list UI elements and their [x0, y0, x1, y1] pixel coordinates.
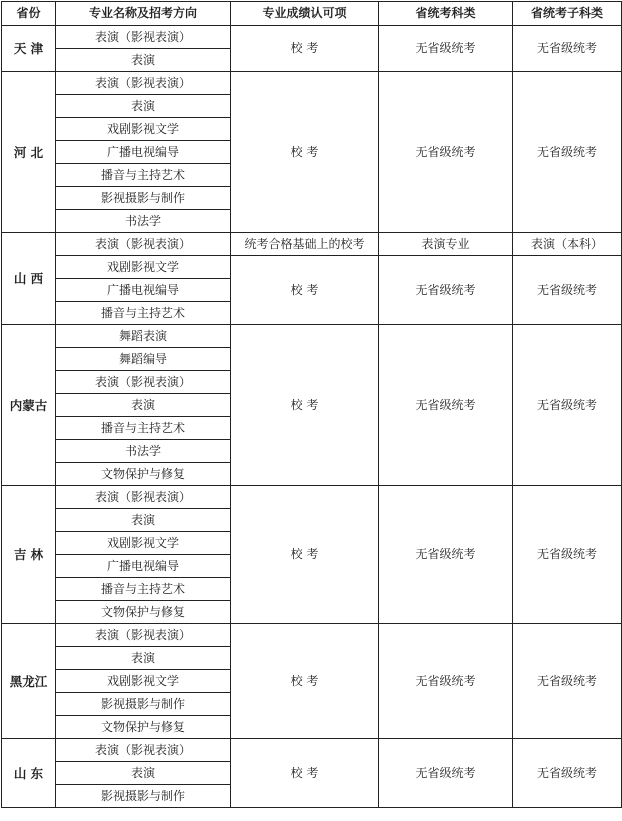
category-cell: 表演专业	[379, 233, 513, 256]
major-cell: 播音与主持艺术	[56, 578, 231, 601]
major-cell: 表演（影视表演）	[56, 371, 231, 394]
table-row	[2, 26, 622, 49]
major-cell: 表演（影视表演）	[56, 486, 231, 509]
province-cell: 黑龙江	[2, 624, 56, 739]
major-cell: 播音与主持艺术	[56, 417, 231, 440]
category-cell: 无省级统考	[379, 256, 513, 325]
major-cell: 舞蹈表演	[56, 325, 231, 348]
table-header	[2, 2, 622, 26]
table-row	[2, 233, 622, 256]
recognition-cell: 校 考	[231, 486, 379, 624]
major-cell: 播音与主持艺术	[56, 302, 231, 325]
major-cell: 戏剧影视文学	[56, 670, 231, 693]
major-cell: 表演	[56, 95, 231, 118]
province-cell: 河 北	[2, 72, 56, 233]
recognition-cell: 校 考	[231, 26, 379, 72]
subcategory-cell: 无省级统考	[513, 624, 622, 739]
header-province: 省份	[2, 2, 56, 26]
category-cell: 无省级统考	[379, 486, 513, 624]
major-cell: 文物保护与修复	[56, 601, 231, 624]
major-cell: 表演（影视表演）	[56, 26, 231, 49]
major-cell: 表演	[56, 509, 231, 532]
subcategory-cell: 无省级统考	[513, 256, 622, 325]
header-subcategory: 省统考子科类	[513, 2, 622, 26]
category-cell: 无省级统考	[379, 26, 513, 72]
major-cell: 表演（影视表演）	[56, 739, 231, 762]
recognition-cell: 校 考	[231, 739, 379, 808]
header-major: 专业名称及招考方向	[56, 2, 231, 26]
table-row	[2, 72, 622, 95]
major-cell: 戏剧影视文学	[56, 532, 231, 555]
major-cell: 广播电视编导	[56, 141, 231, 164]
major-cell: 广播电视编导	[56, 279, 231, 302]
subcategory-cell: 表演（本科）	[513, 233, 622, 256]
major-cell: 影视摄影与制作	[56, 785, 231, 808]
major-cell: 表演	[56, 49, 231, 72]
category-cell: 无省级统考	[379, 325, 513, 486]
header-recognition: 专业成绩认可项	[231, 2, 379, 26]
category-cell: 无省级统考	[379, 624, 513, 739]
category-cell: 无省级统考	[379, 739, 513, 808]
subcategory-cell: 无省级统考	[513, 486, 622, 624]
major-cell: 播音与主持艺术	[56, 164, 231, 187]
major-cell: 舞蹈编导	[56, 348, 231, 371]
major-cell: 表演（影视表演）	[56, 624, 231, 647]
recognition-cell: 校 考	[231, 256, 379, 325]
category-cell: 无省级统考	[379, 72, 513, 233]
major-cell: 戏剧影视文学	[56, 256, 231, 279]
subcategory-cell: 无省级统考	[513, 72, 622, 233]
major-cell: 表演（影视表演）	[56, 233, 231, 256]
header-category: 省统考科类	[379, 2, 513, 26]
major-cell: 书法学	[56, 440, 231, 463]
major-cell: 表演	[56, 647, 231, 670]
province-cell: 内蒙古	[2, 325, 56, 486]
province-cell: 山 东	[2, 739, 56, 808]
recognition-cell: 校 考	[231, 72, 379, 233]
major-cell: 表演	[56, 762, 231, 785]
major-cell: 影视摄影与制作	[56, 693, 231, 716]
table-row	[2, 624, 622, 647]
subcategory-cell: 无省级统考	[513, 325, 622, 486]
table-row	[2, 256, 622, 279]
subcategory-cell: 无省级统考	[513, 26, 622, 72]
recognition-cell: 校 考	[231, 325, 379, 486]
admissions-table	[1, 1, 622, 808]
recognition-cell: 统考合格基础上的校考	[231, 233, 379, 256]
province-cell: 山 西	[2, 233, 56, 325]
major-cell: 表演（影视表演）	[56, 72, 231, 95]
major-cell: 文物保护与修复	[56, 463, 231, 486]
recognition-cell: 校 考	[231, 624, 379, 739]
province-cell: 吉 林	[2, 486, 56, 624]
header-row	[2, 2, 622, 26]
table-body	[2, 26, 622, 808]
major-cell: 书法学	[56, 210, 231, 233]
major-cell: 影视摄影与制作	[56, 187, 231, 210]
major-cell: 文物保护与修复	[56, 716, 231, 739]
table-row	[2, 325, 622, 348]
province-cell: 天 津	[2, 26, 56, 72]
major-cell: 广播电视编导	[56, 555, 231, 578]
subcategory-cell: 无省级统考	[513, 739, 622, 808]
major-cell: 戏剧影视文学	[56, 118, 231, 141]
major-cell: 表演	[56, 394, 231, 417]
table-row	[2, 739, 622, 762]
table-row	[2, 486, 622, 509]
